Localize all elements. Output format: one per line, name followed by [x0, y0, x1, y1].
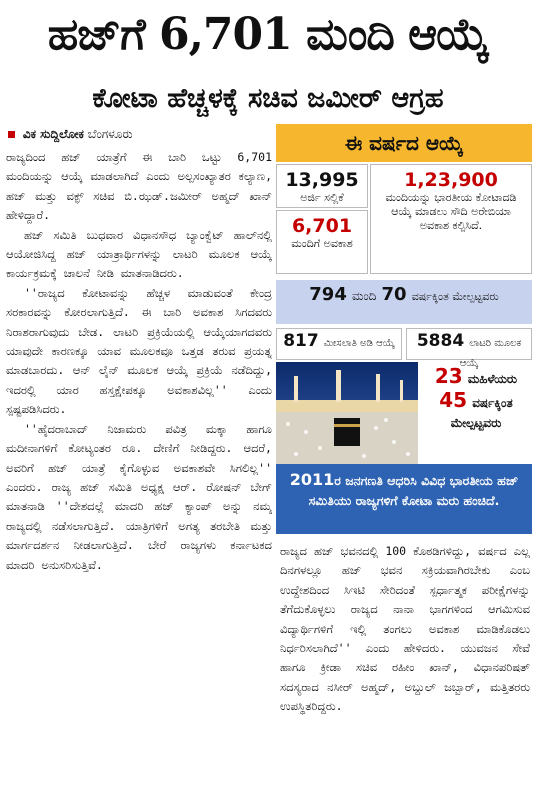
women-count: 23 [434, 364, 463, 388]
census-band [276, 464, 532, 534]
bullet-square-icon [8, 131, 15, 138]
selected-value: 6,701 [291, 215, 353, 237]
subheadline: ಕೋಟಾ ಹೆಚ್ಚಳಕ್ಕೆ ಸಚಿವ ಜಮೀರ್ ಆಗ್ರಹ [92, 83, 444, 114]
selected-cell [276, 210, 368, 274]
headline: ಹಜ್‌ಗೆ 6,701 ಮಂದಿ ಆಯ್ಕೆ [47, 9, 489, 60]
senior-label: ವರ್ಷಕ್ಕಿಂತ ಮೇಲ್ಪಟ್ಟವರು [411, 290, 499, 303]
lottery-cell [406, 328, 532, 369]
paragraph: ರಾಜ್ಯದಿಂದ ಹಜ್ ಯಾತ್ರೆಗೆ ಈ ಬಾರಿ ಒಟ್ಟು 6,701 ಮಂದಿಯನ್ನು ಆಯ್ಕೆ ಮಾಡಲಾಗಿದೆ ಎಂದು ಅಲ್ಪಸಂಖ್ಯಾತರ ಕಲ್ಯಾಣ, ಹಜ್ ಮತ್ತು ವಕ್ಫ್ ಸಚಿವ ಬಿ.ಝಡ್.ಜಮೀರ್ ಅಹ್ಮದ್ ಖಾನ್ ಹೇಳಿದ್ದಾರೆ. [6, 150, 272, 223]
senior-age: 70 [381, 284, 407, 305]
paragraph: ''ಹೈದರಾಬಾದ್ ನಿಜಾಮರು ಪವಿತ್ರ ಮಕ್ಕಾ ಹಾಗೂ ಮದೀನಾಗಳಿಗೆ ಕೋಟ್ಯಂತರ ರೂ. ದೇಣಿಗೆ ನೀಡಿದ್ದರು. ಆದರೆ, ಅವರಿಗೆ ಹಜ್ ಯಾತ್ರೆ ಕೈಗೊಳ್ಳುವ ಅವಕಾಶವೇ ಸಿಗಲಿಲ್ಲ'' ಎಂದರು. ರಾಜ್ಯ ಹಜ್ ಸಮಿತಿ ಅಧ್ಯಕ್ಷ ಆರ್. ರೋಷನ್ ಬೇಗ್ ಮಾತನಾಡಿ ''ದೇಶದಲ್ಲೆ ಮಾದರಿ ಹಜ್ ಕ್ಯಾಂಪ್ ಅನ್ನು ನಮ್ಮ ರಾಜ್ಯದಲ್ಲಿ ನಡೆಸಲಾಗುತ್ತಿದೆ. ಯಾತ್ರಿಗಳಿಗೆ ಅಗತ್ಯ ತರಬೇತಿ ಮತ್ತು ಮಾರ್ಗದರ್ಶನ ನೀಡಲಾಗುತ್ತಿದೆ. ಬೇರೆ ರಾಜ್ಯಗಳು ಕರ್ನಾಟಕದ ಮಾದರಿ ಅನುಸರಿಸುತ್ತಿವೆ. [6, 421, 272, 572]
reserved-label: ಮೀಸಲಾತಿ ಅಡಿ ಆಯ್ಕೆ [323, 338, 395, 349]
infobox [276, 124, 532, 538]
women-age-label: ವರ್ಷಕ್ಕಿಂತ ಮೇಲ್ಪಟ್ಟವರು [450, 396, 513, 430]
senior-count: 794 [309, 284, 347, 305]
quota-cell [370, 164, 532, 274]
paragraph: ರಾಜ್ಯದ ಹಜ್ ಭವನದಲ್ಲಿ 100 ಕೊಠಡಿಗಳಿದ್ದು, ವರ್ಷದ ಎಲ್ಲ ದಿನಗಳಲ್ಲೂ ಹಜ್ ಭವನ ಸಕ್ರಿಯವಾಗಿರಬೇಕು ಎಂಬ ಉದ್ದೇಶದಿಂದ ಸಿಇಟಿ ಸೇರಿದಂತೆ ಸ್ಪರ್ಧಾತ್ಮಕ ಪರೀಕ್ಷೆಗಳನ್ನು ತೆಗೆದುಕೊಳ್ಳಲು ರಾಜ್ಯದ ನಾನಾ ಭಾಗಗಳಿಂದ ಆಗಮಿಸುವ ವಿದ್ಯಾರ್ಥಿಗಳಿಗೆ ಇಲ್ಲಿ ತಂಗಲು ಅವಕಾಶ ಮಾಡಿಕೊಡಲು ನಿರ್ಧರಿಸಲಾಗಿದೆ'' ಎಂದು ಹೇಳಿದರು. ಯುವಜನ ಸೇವೆ ಹಾಗೂ ಕ್ರೀಡಾ ಸಚಿವ ರಹೀಂ ಖಾನ್, ವಿಧಾನಪರಿಷತ್ ಸದಸ್ಯರಾದ ನಸೀರ್ ಅಹ್ಮದ್, ಅಬ್ದುಲ್ ಜಬ್ಬಾರ್, ಮತ್ತಿತರರು ಉಪಸ್ಥಿತರಿದ್ದರು. [280, 544, 530, 714]
kaaba-illustration-icon [276, 362, 418, 464]
women-label: ಮಹಿಳೆಯರು [467, 372, 518, 386]
paragraph: ಹಜ್ ಸಮಿತಿ ಬುಧವಾರ ವಿಧಾನಸೌಧ ಬ್ಯಾಂಕ್ವೆಟ್ ಹಾಲ್‌ನಲ್ಲಿ ಆಯೋಜಿಸಿದ್ದ ಹಜ್ ಯಾತ್ರಾರ್ಥಿಗಳನ್ನು ಲಾಟರಿ ಮೂಲಕ ಆಯ್ಕೆ ಕಾರ್ಯಕ್ರಮಕ್ಕೆ ಚಾಲನೆ ನೀಡಿ ಮಾತನಾಡಿದರು. [6, 227, 272, 281]
paragraph: ''ರಾಜ್ಯದ ಕೋಟಾವನ್ನು ಹೆಚ್ಚಳ ಮಾಡುವಂತೆ ಕೇಂದ್ರ ಸರಕಾರವನ್ನು ಕೋರಲಾಗುತ್ತಿದೆ. ಈ ಬಾರಿ ಅವಕಾಶ ಸಿಗದವರು ನಿರಾಶರಾಗುವುದು ಬೇಡ. ಲಾಟರಿ ಪ್ರಕ್ರಿಯೆಯಲ್ಲಿ ಆಯ್ಕೆಯಾಗದವರು ಯಾವುದೇ ಕಾರಣಕ್ಕೂ ಯಾವ ಮೂಲಕವೂ ಒತ್ತಡ ತರುವ ಪ್ರಯತ್ನ ಮಾಡಬಾರದು. ಆನ್ ಲೈನ್ ಮೂಲಕ ಆಯ್ಕೆ ಪ್ರಕ್ರಿಯೆ ನಡೆದಿದ್ದು, ಇದರಲ್ಲಿ ಯಾರ ಹಸ್ತಕ್ಷೇಪಕ್ಕೂ ಅವಕಾಶವಿಲ್ಲ'' ಎಂದು ಸ್ಪಷ್ಟಪಡಿಸಿದರು. [6, 285, 272, 417]
byline [8, 124, 133, 144]
women-block [420, 364, 532, 462]
article-left-column [6, 148, 272, 798]
census-text: ರ ಜನಗಣತಿ ಆಧರಿಸಿ ವಿವಿಧ ಭಾರತೀಯ ಹಜ್ ಸಮಿತಿಯು ರಾಜ್ಯಗಳಿಗೆ ಕೋಟಾ ಮರು ಹಂಚಿದೆ. [308, 473, 519, 508]
byline-place: ಬೆಂಗಳೂರು [87, 127, 133, 141]
women-age: 45 [439, 388, 468, 412]
lottery-label: ಲಾಟರಿ ಮೂಲಕ ಆಯ್ಕೆ [459, 338, 522, 369]
infobox-heading: ಈ ವರ್ಷದ ಆಯ್ಕೆ [276, 124, 532, 162]
kaaba-photo [276, 362, 418, 464]
lottery-value: 5884 [416, 331, 465, 351]
senior-band [276, 280, 532, 324]
applications-cell [276, 164, 368, 208]
quota-value: 1,23,900 [404, 169, 498, 191]
applications-value: 13,995 [285, 169, 359, 191]
census-year: 2011 [289, 470, 335, 489]
quota-label: ಮಂದಿಯನ್ನು ಭಾರತೀಯ ಕೋಟಾದಡಿ ಆಯ್ಕೆ ಮಾಡಲು ಸೌದಿ ಅರೇಬಿಯಾ ಅವಕಾಶ ಕಲ್ಪಿಸಿದೆ. [385, 191, 517, 232]
reserved-value: 817 [283, 331, 319, 351]
reserved-cell [276, 328, 402, 360]
article-right-column [280, 542, 530, 798]
senior-mid: ಮಂದಿ [351, 289, 377, 303]
byline-source: ವಿಕ ಸುದ್ದಿಲೋಕ [22, 127, 84, 141]
selected-label: ಮಂದಿಗೆ ಅವಕಾಶ [291, 237, 353, 250]
applications-label: ಅರ್ಜಿ ಸಲ್ಲಿಕೆ [300, 191, 344, 204]
